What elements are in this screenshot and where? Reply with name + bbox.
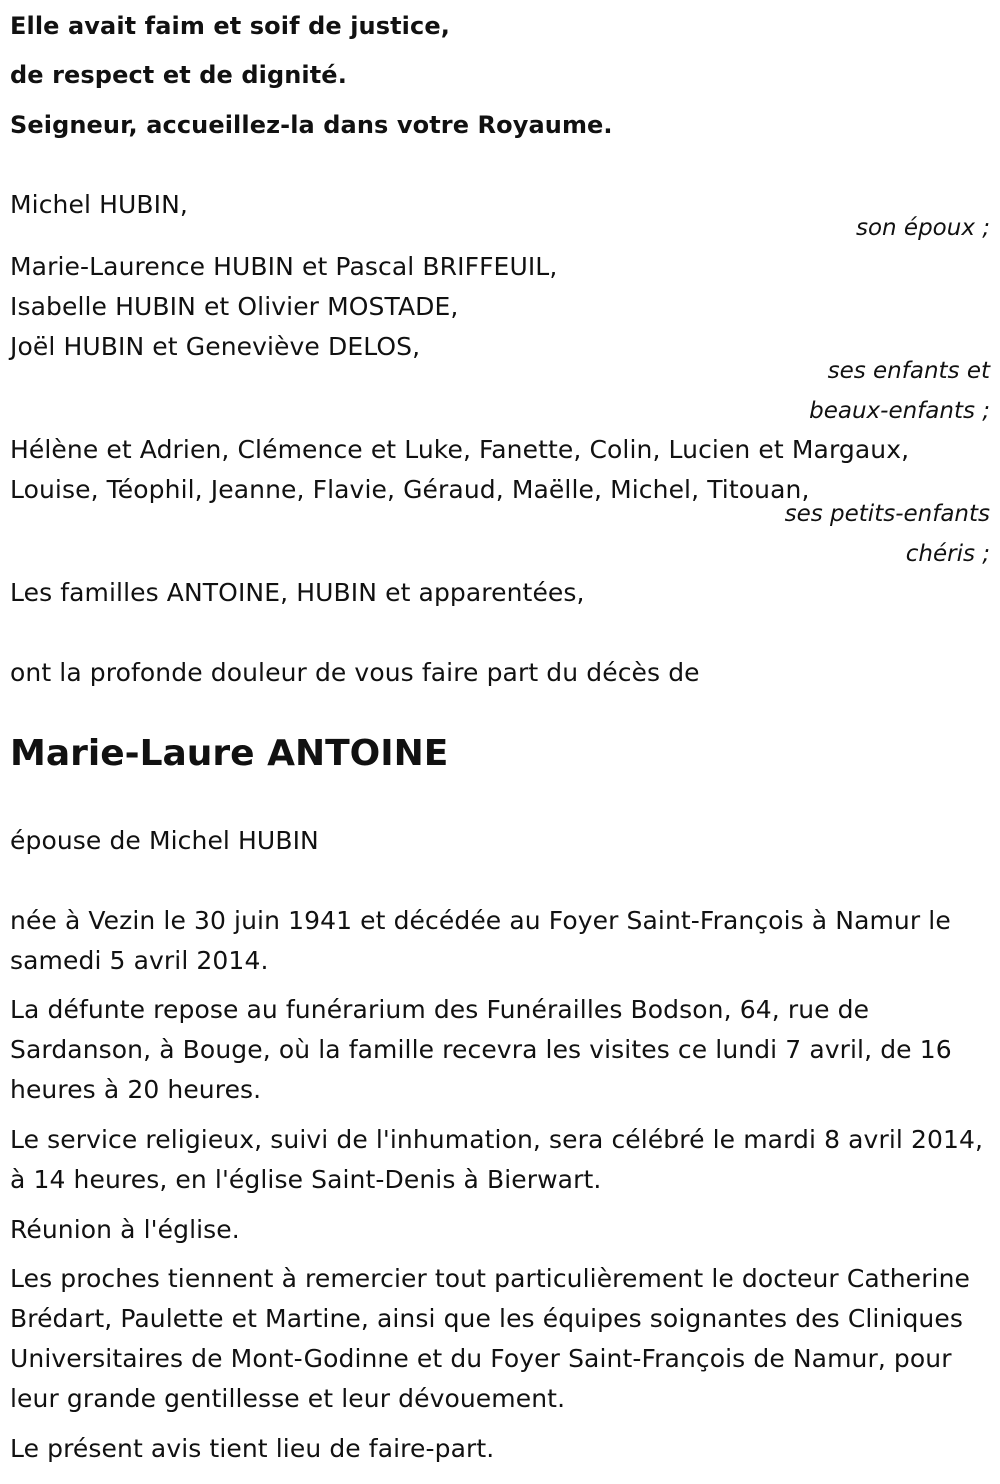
deceased-name: Marie-Laure ANTOINE	[10, 733, 449, 774]
child-couple-1: Marie-Laurence HUBIN et Pascal BRIFFEUIL,	[10, 252, 558, 281]
grandchildren-relation-line-2: chéris ;	[905, 541, 990, 567]
birth-death-paragraph: née à Vezin le 30 juin 1941 et décédée au Foyer Saint-François à Namur le samedi 5 avril 2014.	[10, 906, 951, 975]
child-couple-3: Joël HUBIN et Geneviève DELOS,	[10, 332, 421, 361]
verse-line-3: Seigneur, accueillez-la dans votre Royaume.	[10, 111, 613, 139]
funeral-home-paragraph: La défunte repose au funérarium des Funérailles Bodson, 64, rue de Sardanson, à Bouge, où la famille recevra les visites ce lundi 7 avril, de 16 heures à 20 heures.	[10, 995, 952, 1104]
meeting-paragraph: Réunion à l'église.	[10, 1215, 240, 1244]
children-relation-line-2: beaux-enfants ;	[809, 398, 990, 424]
announcement-line: ont la profonde douleur de vous faire part du décès de	[10, 658, 700, 687]
notice-paragraph: Le présent avis tient lieu de faire-part.	[10, 1434, 495, 1463]
spouse-relation: son époux ;	[855, 215, 990, 241]
verse-line-2: de respect et de dignité.	[10, 61, 347, 89]
service-paragraph: Le service religieux, suivi de l'inhumation, sera célébré le mardi 8 avril 2014, à 14 heures, en l'église Saint-Denis à Bierwart.	[10, 1125, 984, 1194]
grandchildren-line-1: Hélène et Adrien, Clémence et Luke, Fanette, Colin, Lucien et Margaux,	[10, 435, 910, 464]
children-relation-line-1: ses enfants et	[827, 358, 990, 384]
verse-line-1: Elle avait faim et soif de justice,	[10, 12, 450, 40]
spouse-of-line: épouse de Michel HUBIN	[10, 826, 319, 855]
child-couple-2: Isabelle HUBIN et Olivier MOSTADE,	[10, 292, 459, 321]
spouse-name: Michel HUBIN,	[10, 190, 188, 219]
grandchildren-relation-line-1: ses petits-enfants	[784, 501, 990, 527]
families-line: Les familles ANTOINE, HUBIN et apparentées,	[10, 578, 585, 607]
grandchildren-line-2: Louise, Téophil, Jeanne, Flavie, Géraud, Maëlle, Michel, Titouan,	[10, 475, 810, 504]
thanks-paragraph: Les proches tiennent à remercier tout particulièrement le docteur Catherine Brédart, Paulette et Martine, ainsi que les équipes soignantes des Cliniques Universitaires de Mont-Godinne et du Foyer Saint-François de Namur, pour leur grande gentillesse et leur dévouement.	[10, 1264, 971, 1413]
